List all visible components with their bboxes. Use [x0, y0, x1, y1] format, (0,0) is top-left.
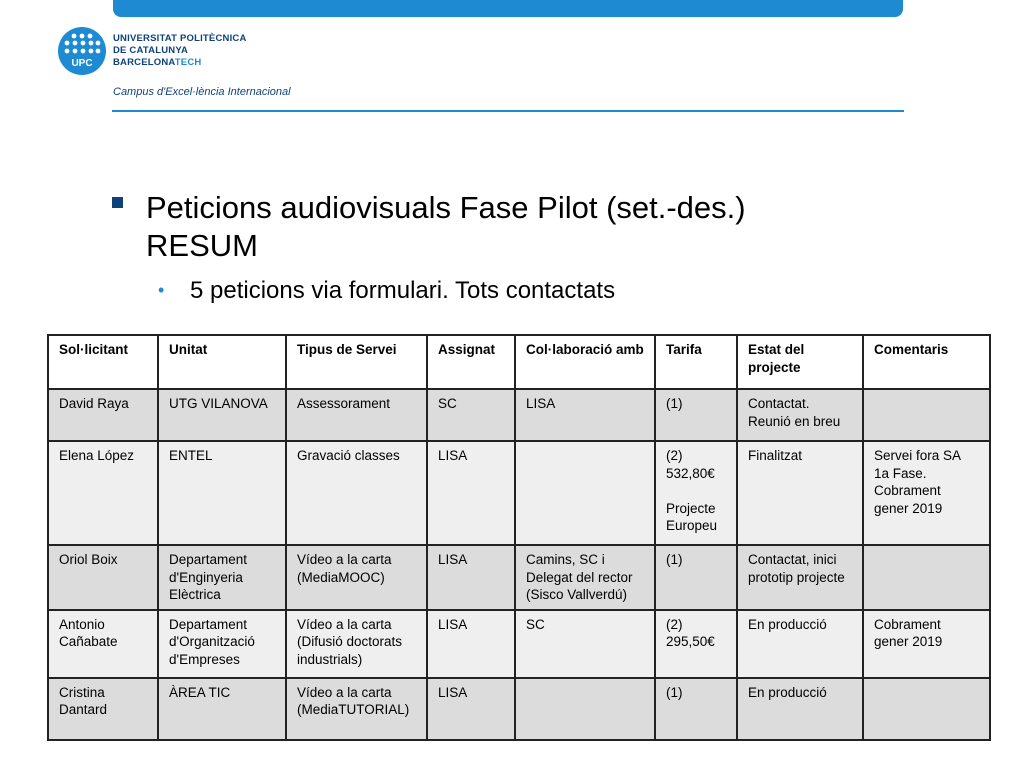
cell-line: LISA: [438, 684, 468, 700]
cell-line: Elèctrica: [169, 587, 221, 602]
column-header: Col·laboració amb: [515, 335, 655, 389]
cell-line: [666, 482, 726, 500]
cell-line: SC: [526, 616, 545, 632]
column-header: Estat del projecte: [737, 335, 863, 389]
slide-subtitle: 5 peticions via formulari. Tots contactats: [190, 277, 616, 304]
cell-line: 532,80€: [666, 465, 715, 481]
cell-assignat: [427, 389, 515, 441]
cell-line: Vídeo a la carta: [297, 552, 392, 567]
cell-unitat: [158, 545, 286, 610]
cell-line: Contactat.: [748, 396, 810, 411]
cell-line: (MediaTUTORIAL): [297, 702, 410, 717]
cell-assignat: [427, 610, 515, 678]
cell-line: (2): [666, 448, 683, 463]
cell-estat: [737, 545, 863, 610]
cell-tarifa: [655, 610, 737, 678]
cell-col: [515, 441, 655, 545]
cell-line: Vídeo a la carta: [297, 684, 392, 700]
cell-tipus: [286, 545, 427, 610]
cell-comentaris: [863, 610, 990, 678]
cell-tarifa: [655, 441, 737, 545]
campus-tagline: Campus d'Excel·lència Internacional: [113, 86, 291, 98]
table-row: [48, 545, 990, 610]
cell-line: d'Empreses: [169, 651, 240, 667]
cell-solicitant: [48, 441, 158, 545]
table-row: [48, 441, 990, 545]
cell-tipus: [286, 678, 427, 740]
cell-line: prototip projecte: [748, 569, 845, 585]
cell-line: Vídeo a la carta: [297, 616, 392, 632]
cell-line: Dantard: [59, 702, 108, 717]
university-line-3: [113, 57, 247, 69]
cell-line: (1): [666, 396, 683, 411]
dot-bullet-icon: •: [158, 280, 165, 300]
university-line-1: UNIVERSITAT POLITÈCNICA: [113, 33, 247, 44]
cell-tarifa: [655, 545, 737, 610]
cell-estat: [737, 678, 863, 740]
cell-line: 295,50€: [666, 634, 715, 649]
cell-line: (Sisco Vallverdú): [526, 587, 628, 602]
cell-tipus: [286, 441, 427, 545]
table-header-row: [48, 335, 990, 389]
cell-tarifa: [655, 678, 737, 740]
cell-tarifa: [655, 389, 737, 441]
cell-line: d'Enginyeria: [169, 569, 243, 585]
upc-logo-icon: [58, 27, 106, 75]
cell-line: Assessorament: [297, 396, 391, 411]
upc-logo: [58, 27, 106, 75]
cell-line: En producció: [748, 684, 827, 700]
cell-estat: [737, 389, 863, 441]
cell-line: Europeu: [666, 518, 718, 533]
cell-line: Cobrament: [874, 483, 941, 498]
column-header: Sol·licitant: [48, 335, 158, 389]
cell-unitat: [158, 610, 286, 678]
cell-line: Camins, SC i: [526, 552, 605, 567]
cell-line: Cristina: [59, 684, 105, 700]
column-header: Assignat: [427, 335, 515, 389]
cell-assignat: [427, 545, 515, 610]
cell-line: (MediaMOOC): [297, 569, 385, 585]
university-line-2: DE CATALUNYA: [113, 45, 189, 56]
cell-line: Gravació classes: [297, 448, 400, 463]
header-divider: [112, 110, 904, 112]
cell-line: UTG VILANOVA: [169, 396, 268, 411]
cell-line: LISA: [526, 396, 556, 411]
cell-line: gener 2019: [874, 500, 943, 516]
slide-title: [146, 189, 866, 265]
cell-comentaris: [863, 389, 990, 441]
cell-line: Antonio: [59, 616, 105, 632]
cell-solicitant: [48, 389, 158, 441]
cell-line: LISA: [438, 552, 468, 567]
cell-line: 1a Fase.: [874, 465, 927, 481]
column-header: Unitat: [158, 335, 286, 389]
column-header: Tipus de Servei: [286, 335, 427, 389]
column-header: Comentaris: [863, 335, 990, 389]
cell-line: ENTEL: [169, 448, 213, 463]
table-row: [48, 389, 990, 441]
cell-line: LISA: [438, 616, 468, 632]
cell-line: SC: [438, 396, 457, 411]
barcelona-text: BARCELONA: [113, 57, 175, 68]
slide-title-line-1: Peticions audiovisuals Fase Pilot (set.-des.): [146, 190, 746, 225]
cell-solicitant: [48, 678, 158, 740]
cell-line: Cobrament: [874, 616, 941, 632]
cell-col: [515, 389, 655, 441]
cell-comentaris: [863, 678, 990, 740]
cell-line: (1): [666, 552, 683, 567]
cell-tipus: [286, 389, 427, 441]
cell-line: d'Organització: [169, 634, 255, 649]
cell-line: Contactat, inici: [748, 552, 837, 567]
cell-unitat: [158, 441, 286, 545]
cell-line: industrials): [297, 651, 363, 667]
cell-solicitant: [48, 545, 158, 610]
requests-table: [47, 334, 991, 741]
column-header: Tarifa: [655, 335, 737, 389]
cell-line: Elena López: [59, 448, 135, 463]
cell-unitat: [158, 389, 286, 441]
cell-col: [515, 610, 655, 678]
top-accent-bar: [113, 0, 903, 17]
cell-line: Reunió en breu: [748, 413, 841, 429]
tech-text: TECH: [174, 57, 202, 68]
cell-line: Cañabate: [59, 634, 118, 649]
cell-line: (Difusió doctorats: [297, 634, 403, 649]
cell-line: Projecte: [666, 500, 716, 516]
cell-col: [515, 545, 655, 610]
cell-comentaris: [863, 545, 990, 610]
cell-line: Servei fora SA: [874, 448, 962, 463]
cell-line: Departament: [169, 616, 248, 632]
cell-line: Oriol Boix: [59, 552, 118, 567]
cell-line: David Raya: [59, 396, 129, 411]
cell-estat: [737, 610, 863, 678]
cell-line: ÀREA TIC: [169, 684, 231, 700]
cell-unitat: [158, 678, 286, 740]
cell-line: Finalitzat: [748, 448, 803, 463]
logo-upc-text: UPC: [71, 58, 93, 69]
cell-assignat: [427, 678, 515, 740]
cell-line: Departament: [169, 552, 248, 567]
cell-line: En producció: [748, 616, 827, 632]
table-row: [48, 610, 990, 678]
cell-line: Delegat del rector: [526, 569, 633, 585]
cell-assignat: [427, 441, 515, 545]
university-name: [113, 33, 247, 69]
cell-line: LISA: [438, 448, 468, 463]
cell-estat: [737, 441, 863, 545]
cell-solicitant: [48, 610, 158, 678]
cell-tipus: [286, 610, 427, 678]
slide-title-line-2: RESUM: [146, 228, 258, 263]
cell-line: (1): [666, 684, 683, 700]
table-row: [48, 678, 990, 740]
cell-line: (2): [666, 616, 683, 632]
cell-col: [515, 678, 655, 740]
square-bullet-icon: [112, 197, 123, 208]
cell-comentaris: [863, 441, 990, 545]
cell-line: gener 2019: [874, 634, 943, 649]
